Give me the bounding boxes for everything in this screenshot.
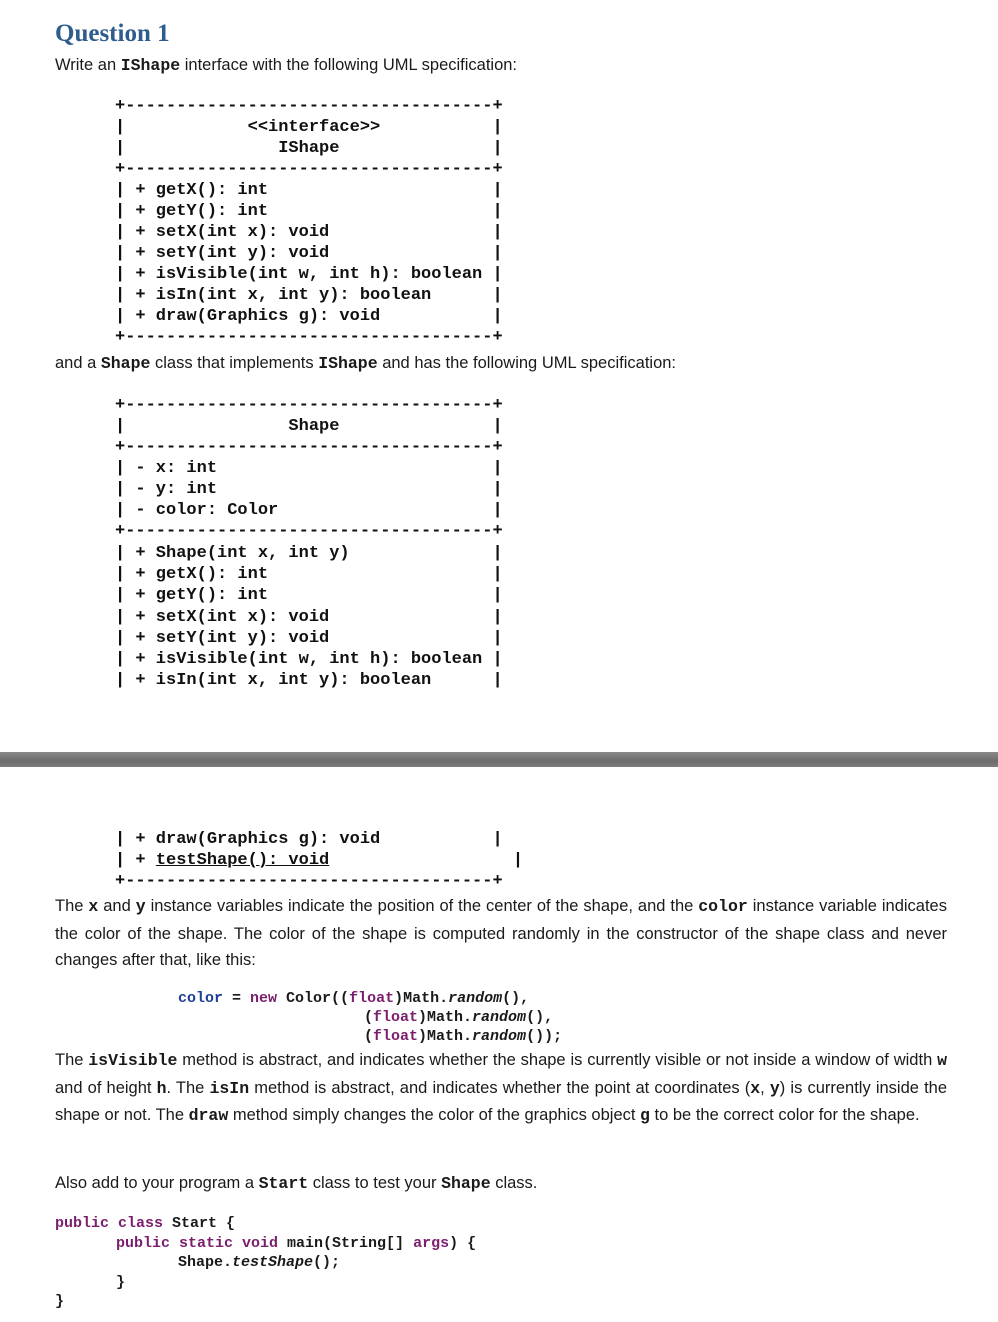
uml-border-line: +------------------------------------+ — [115, 97, 503, 116]
uml-method: | + setY(int y): void | — [115, 629, 503, 648]
start-class-paragraph: Also add to your program a Start class to test your Shape class. — [55, 1174, 538, 1193]
uml-border-line: +------------------------------------+ — [115, 872, 503, 891]
uml-method: | + isIn(int x, int y): boolean | — [115, 671, 503, 690]
code-line: color = new Color((float)Math.random(), — [178, 990, 530, 1007]
color-code-block — [178, 989, 618, 1049]
uml-method: | + isIn(int x, int y): boolean | — [115, 286, 503, 305]
shape-uml-box-continued — [115, 829, 555, 892]
uml-method: | + Shape(int x, int y) | — [115, 544, 503, 563]
methods-paragraph: The isVisible method is abstract, and indicates whether the shape is currently visible or not inside a window of width w and of height h. The isIn method is abstract, and indicates whether the point at coordinates (x, y) is currently inside the shape or not. The draw method simply changes the color of the graphics object g to be the correct color for the shape. — [55, 1051, 948, 1125]
uml-method: | + isVisible(int w, int h): boolean | — [115, 265, 503, 284]
instance-variables-paragraph: The x and y instance variables indicate the position of the center of the shape, and the color instance variable indicates the color of the shape. The color of the shape is computed randomly in the constructor of the shape class and never changes after that, like this: — [55, 897, 947, 969]
intro-paragraph: Write an IShape interface with the following UML specification: — [55, 56, 518, 75]
uml-method: | + isVisible(int w, int h): boolean | — [115, 650, 503, 669]
uml-method: | + getX(): int | — [115, 565, 503, 584]
shape-uml-box — [115, 395, 555, 695]
question-title: Question 1 — [55, 20, 170, 47]
uml-method: | + getX(): int | — [115, 181, 503, 200]
uml-field: | - color: Color | — [115, 501, 503, 520]
uml-class-name: | Shape | — [115, 417, 503, 436]
uml-border-line: +------------------------------------+ — [115, 396, 503, 415]
shape-intro-paragraph: and a Shape class that implements IShape and has the following UML specification: — [55, 354, 677, 373]
uml-method: | + draw(Graphics g): void | — [115, 307, 503, 326]
uml-stereotype: | <<interface>> | — [115, 118, 503, 137]
uml-method: | + draw(Graphics g): void | — [115, 830, 503, 849]
uml-static-method: testShape(): void — [155, 851, 330, 870]
ishape-uml-box — [115, 96, 555, 348]
uml-method: | + setX(int x): void | — [115, 608, 503, 627]
code-line: } — [55, 1293, 65, 1310]
code-line: public class Start { — [55, 1215, 236, 1232]
uml-border-line: +------------------------------------+ — [115, 522, 503, 541]
uml-method: | + getY(): int | — [115, 586, 503, 605]
uml-field: | - y: int | — [115, 480, 503, 499]
uml-border-line: +------------------------------------+ — [115, 160, 503, 179]
start-code-block — [55, 1214, 575, 1314]
uml-border-line: +------------------------------------+ — [115, 438, 503, 457]
uml-class-name: | IShape | — [115, 139, 503, 158]
code-line: } — [116, 1274, 126, 1291]
uml-field: | - x: int | — [115, 459, 503, 478]
code-line: (float)Math.random(), — [364, 1009, 554, 1026]
uml-border-line: +------------------------------------+ — [115, 328, 503, 347]
code-line: public static void main(String[] args) { — [116, 1235, 477, 1252]
page-break-divider — [0, 752, 998, 767]
code-line: (float)Math.random()); — [364, 1028, 563, 1045]
uml-method: | + setX(int x): void | — [115, 223, 503, 242]
code-line: Shape.testShape(); — [178, 1254, 341, 1271]
uml-method: | + setY(int y): void | — [115, 244, 503, 263]
uml-method: | + getY(): int | — [115, 202, 503, 221]
uml-method: | + testShape(): void | — [115, 851, 524, 870]
